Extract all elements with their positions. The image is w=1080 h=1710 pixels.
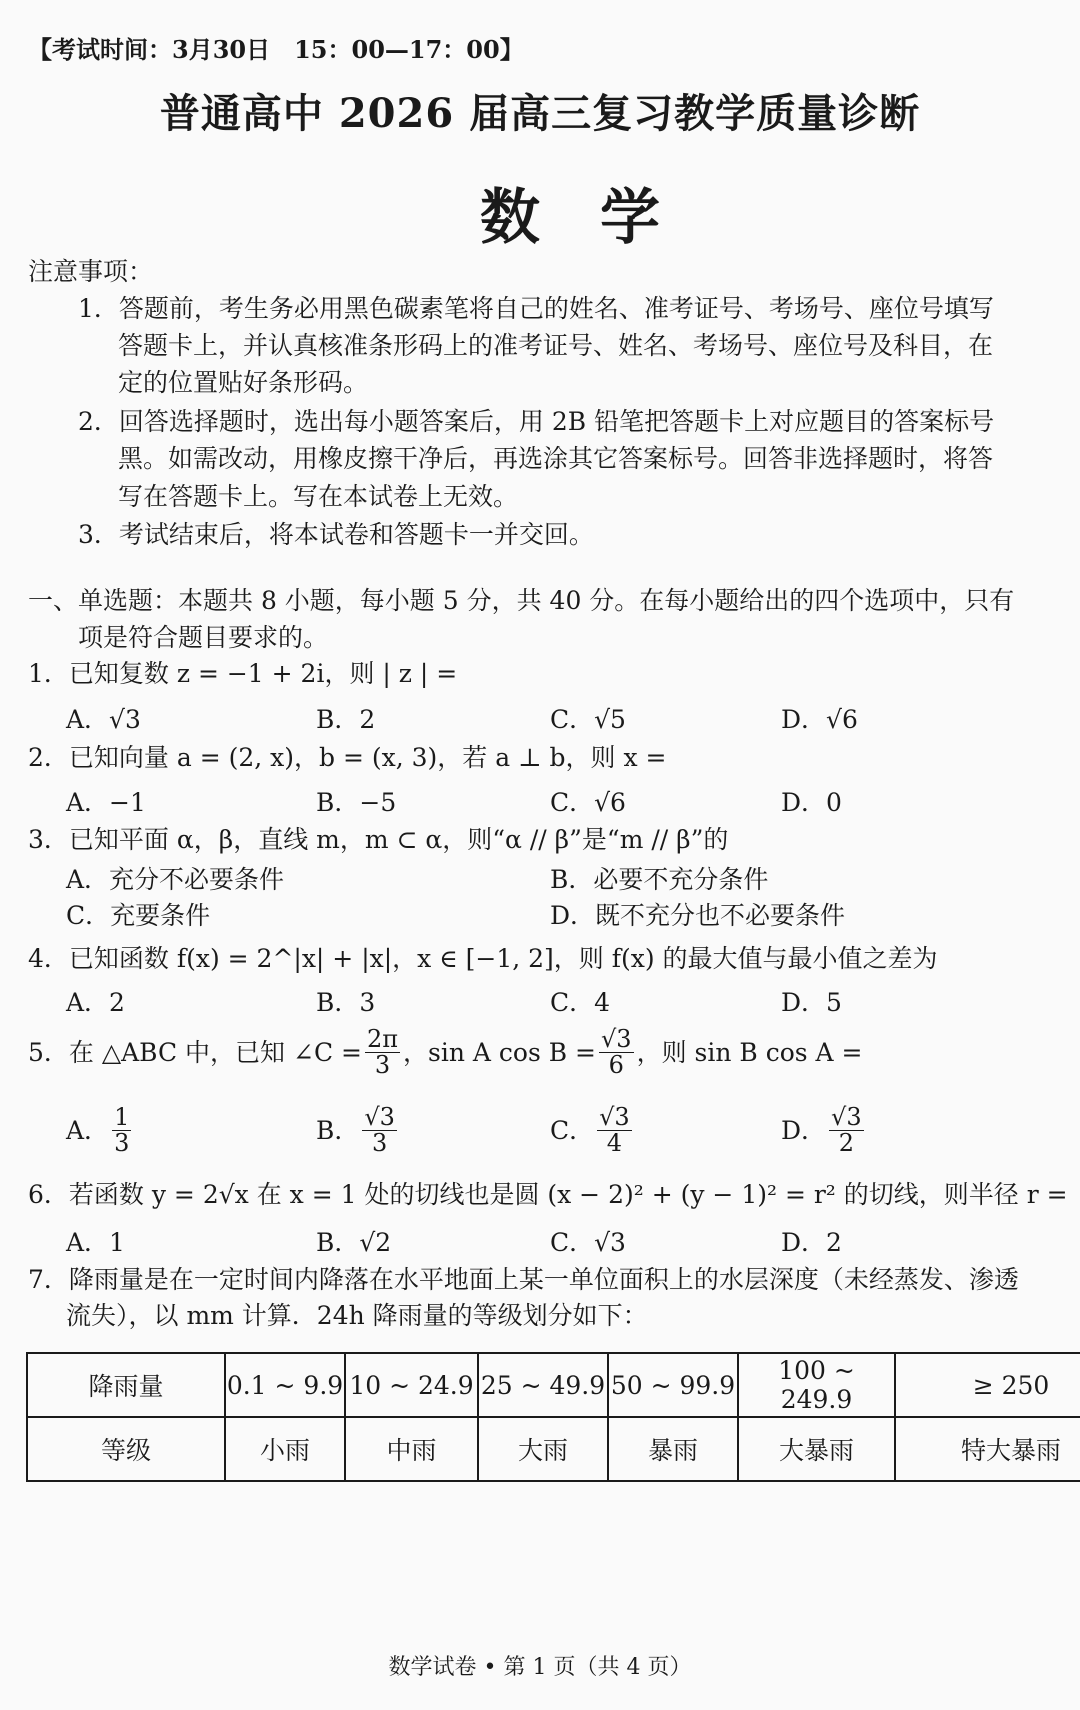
numerator: 2π [366, 1025, 399, 1053]
question-7-stem: 7．降雨量是在一定时间内降落在水平地面上某一单位面积上的水层深度（未经蒸发、渗透 [28, 1265, 1019, 1294]
table-cell: 小雨 [225, 1417, 345, 1481]
numerator: √3 [831, 1103, 862, 1131]
question-5-part: ，则 sin B cos A = [636, 1038, 863, 1068]
notice-line: 3．考试结束后，将本试卷和答题卡一并交回。 [78, 520, 594, 549]
question-5-part: ，sin A cos B = [403, 1038, 596, 1068]
question-1-option-c: C．√5 [550, 705, 626, 734]
section-heading-cont: 项是符合题目要求的。 [78, 623, 329, 652]
table-cell: 10 ~ 24.9 [345, 1353, 478, 1417]
question-3-option-a: A．充分不必要条件 [66, 865, 285, 894]
notice-line: 1．答题前，考生务必用黑色碳素笔将自己的姓名、准考证号、考场号、座位号填写 [78, 294, 994, 323]
denominator: 3 [114, 1129, 130, 1158]
option-label: D． [781, 1116, 827, 1146]
question-6-option-c: C．√3 [550, 1228, 626, 1257]
fraction [829, 1105, 864, 1156]
table-cell: 等级 [27, 1417, 225, 1481]
fraction [112, 1105, 131, 1156]
table-cell: 特大暴雨 [895, 1417, 1080, 1481]
option-label: C． [550, 1116, 595, 1146]
fraction [362, 1105, 397, 1156]
denominator: 6 [608, 1051, 624, 1080]
question-5-part: 5．在 △ABC 中，已知 ∠C = [28, 1038, 362, 1068]
table-cell: 降雨量 [27, 1353, 225, 1417]
table-cell: ≥ 250 [895, 1353, 1080, 1417]
denominator: 3 [372, 1129, 388, 1158]
denominator: 4 [606, 1129, 623, 1158]
question-5-stem [28, 1027, 862, 1078]
exam-title: 普通高中 2026 届高三复习教学质量诊断 [159, 90, 921, 137]
table-cell: 大暴雨 [738, 1417, 895, 1481]
denominator: 3 [374, 1051, 391, 1080]
question-5-option-c [550, 1105, 635, 1156]
table-cell: 25 ~ 49.9 [478, 1353, 608, 1417]
numerator: √3 [601, 1025, 632, 1053]
option-label: B． [316, 1116, 360, 1146]
numerator: 1 [114, 1103, 130, 1131]
table-row [27, 1417, 1080, 1481]
table-cell: 暴雨 [608, 1417, 738, 1481]
question-4-option-c: C．4 [550, 988, 611, 1017]
question-2-option-d: D．0 [781, 788, 842, 817]
notice-line: 答题卡上，并认真核准条形码上的准考证号、姓名、考场号、座位号及科目，在 [118, 331, 994, 360]
question-1-option-b: B．2 [316, 705, 376, 734]
question-4-option-a: A．2 [66, 988, 125, 1017]
notice-line: 写在答题卡上。写在本试卷上无效。 [118, 482, 519, 511]
section-heading: 一、单选题：本题共 8 小题，每小题 5 分，共 40 分。在每小题给出的四个选项中，只有 [28, 586, 1015, 615]
numerator: √3 [599, 1103, 630, 1131]
table-row [27, 1353, 1080, 1417]
denominator: 2 [838, 1129, 854, 1158]
question-3-option-d: D．既不充分也不必要条件 [550, 901, 846, 930]
subject-title: 数学 [480, 183, 720, 253]
question-5-option-a [66, 1105, 134, 1156]
notice-line: 2．回答选择题时，选出每小题答案后，用 2B 铅笔把答题卡上对应题目的答案标号 [78, 407, 995, 436]
question-5-option-b [316, 1105, 400, 1156]
question-2-option-c: C．√6 [550, 788, 626, 817]
question-6-option-a: A．1 [66, 1228, 125, 1257]
option-label: A． [66, 1116, 110, 1146]
table-cell: 100 ~ 249.9 [738, 1353, 895, 1417]
table-cell: 50 ~ 99.9 [608, 1353, 738, 1417]
question-4-option-b: B．3 [316, 988, 376, 1017]
table-cell: 中雨 [345, 1417, 478, 1481]
numerator: √3 [364, 1103, 395, 1131]
notice-line: 定的位置贴好条形码。 [118, 368, 369, 397]
question-1-stem: 1．已知复数 z = −1 + 2i，则 | z | = [28, 659, 458, 688]
fraction [597, 1105, 632, 1156]
fraction [365, 1027, 400, 1078]
question-2-option-a: A．−1 [66, 788, 146, 817]
notice-line: 黑。如需改动，用橡皮擦干净后，再选涂其它答案标号。回答非选择题时，将答 [118, 444, 994, 473]
question-3-stem: 3．已知平面 α，β，直线 m，m ⊂ α，则“α // β”是“m // β”的 [28, 825, 729, 854]
question-5-option-d [781, 1105, 867, 1156]
question-6-option-b: B．√2 [316, 1228, 392, 1257]
question-6-option-d: D．2 [781, 1228, 842, 1257]
question-3-option-b: B．必要不充分条件 [550, 865, 769, 894]
table-cell: 大雨 [478, 1417, 608, 1481]
table-cell: 0.1 ~ 9.9 [225, 1353, 345, 1417]
notice-heading: 注意事项： [28, 257, 154, 286]
page-footer: 数学试卷 • 第 1 页（共 4 页） [388, 1655, 692, 1680]
question-4-option-d: D．5 [781, 988, 842, 1017]
question-2-stem: 2．已知向量 a = (2, x)，b = (x, 3)，若 a ⊥ b，则 x = [28, 743, 667, 772]
question-6-stem: 6．若函数 y = 2√x 在 x = 1 处的切线也是圆 (x − 2)² + (y − 1)² = r² 的切线，则半径 r = [28, 1180, 1068, 1209]
question-4-stem: 4．已知函数 f(x) = 2^|x| + |x|，x ∈ [−1, 2]，则 f(x) 的最大值与最小值之差为 [28, 944, 938, 973]
question-1-option-d: D．√6 [781, 705, 858, 734]
question-2-option-b: B．−5 [316, 788, 397, 817]
exam-time: 【考试时间：3月30日 15：00—17：00】 [28, 35, 524, 64]
question-7-stem-cont: 流失），以 mm 计算．24h 降雨量的等级划分如下： [66, 1301, 648, 1330]
question-3-option-c: C．充要条件 [66, 901, 211, 930]
fraction [599, 1027, 634, 1078]
question-1-option-a: A．√3 [66, 705, 141, 734]
rainfall-table [26, 1352, 1080, 1482]
